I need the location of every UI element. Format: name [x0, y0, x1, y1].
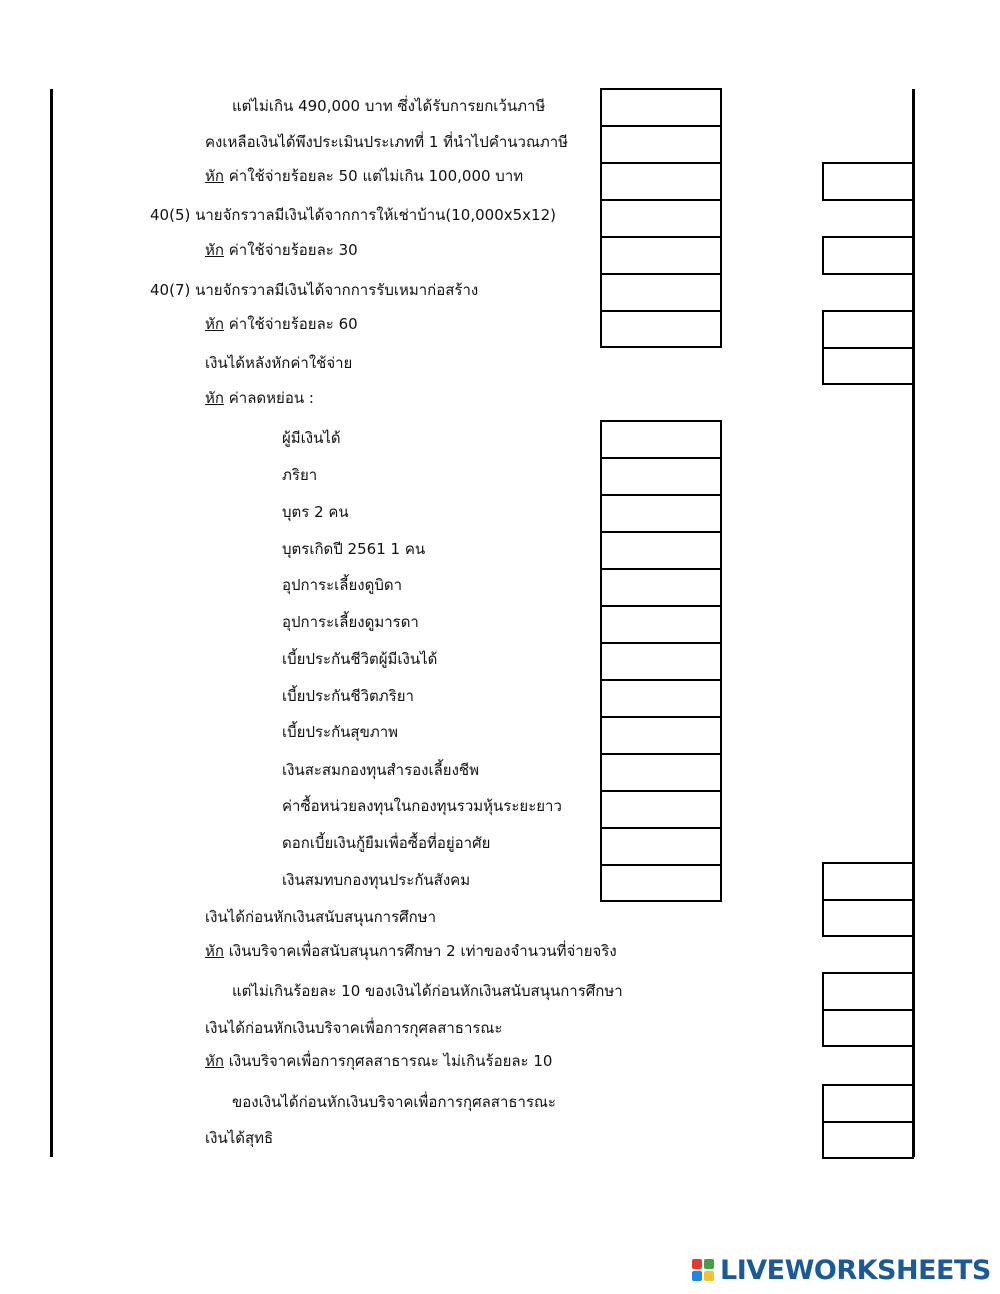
- total-box[interactable]: [822, 899, 914, 937]
- total-box[interactable]: [822, 1009, 914, 1047]
- answer-box[interactable]: [600, 125, 722, 164]
- line-mortgage-interest: ดอกเบี้ยเงินกู้ยืมเพื่อซื้อที่อยู่อาศัย: [282, 834, 491, 852]
- line-children: บุตร 2 คน: [282, 503, 349, 521]
- total-box[interactable]: [822, 1084, 914, 1123]
- line-spouse: ภริยา: [282, 466, 318, 484]
- line-exempt-limit: แต่ไม่เกิน 490,000 บาท ซึ่งได้รับการยกเว้นภาษี: [232, 97, 546, 115]
- line-income-before-charity: เงินได้ก่อนหักเงินบริจาคเพื่อการกุศลสาธารณะ: [205, 1019, 503, 1037]
- total-box[interactable]: [822, 236, 914, 275]
- line-mother-support: อุปการะเลี้ยงดูมารดา: [282, 613, 419, 631]
- answer-box[interactable]: [600, 310, 722, 348]
- line-provident-fund: เงินสะสมกองทุนสำรองเลี้ยงชีพ: [282, 761, 479, 779]
- answer-box[interactable]: [600, 864, 722, 902]
- logo-icon: [692, 1259, 714, 1281]
- line-40-5-rental: 40(5) นายจักรวาลมีเงินได้จากการให้เช่าบ้าน(10,000x5x12): [150, 206, 556, 224]
- line-education-donation-limit: แต่ไม่เกินร้อยละ 10 ของเงินได้ก่อนหักเงินสนับสนุนการศึกษา: [232, 982, 623, 1000]
- line-remaining-income: คงเหลือเงินได้พึงประเมินประเภทที่ 1 ที่นำไปคำนวณภาษี: [205, 133, 569, 151]
- answer-box[interactable]: [600, 790, 722, 829]
- line-income-after-expense: เงินได้หลังหักค่าใช้จ่าย: [205, 354, 353, 372]
- line-deduct-expense-60: หัก ค่าใช้จ่ายร้อยละ 60: [205, 315, 358, 333]
- line-deduct-expense-50: หัก ค่าใช้จ่ายร้อยละ 50 แต่ไม่เกิน 100,000 บาท: [205, 167, 524, 185]
- left-margin-line: [50, 89, 53, 1157]
- answer-box[interactable]: [600, 88, 722, 127]
- line-education-donation: หัก เงินบริจาคเพื่อสนับสนุนการศึกษา 2 เท่าของจำนวนที่จ่ายจริง: [205, 942, 617, 960]
- line-health-insurance: เบี้ยประกันสุขภาพ: [282, 723, 399, 741]
- line-deduct-allowances: หัก ค่าลดหย่อน :: [205, 389, 314, 407]
- answer-box[interactable]: [600, 531, 722, 570]
- answer-box[interactable]: [600, 199, 722, 238]
- line-income-before-education: เงินได้ก่อนหักเงินสนับสนุนการศึกษา: [205, 908, 437, 926]
- line-charity-donation: หัก เงินบริจาคเพื่อการกุศลสาธารณะ ไม่เกินร้อยละ 10: [205, 1052, 553, 1070]
- total-box[interactable]: [822, 310, 914, 349]
- line-deduct-expense-30: หัก ค่าใช้จ่ายร้อยละ 30: [205, 241, 358, 259]
- answer-box[interactable]: [600, 273, 722, 312]
- line-taxpayer: ผู้มีเงินได้: [282, 429, 341, 447]
- line-40-7-construction: 40(7) นายจักรวาลมีเงินได้จากการรับเหมาก่อสร้าง: [150, 281, 479, 299]
- total-box[interactable]: [822, 862, 914, 901]
- answer-box[interactable]: [600, 420, 722, 459]
- answer-box[interactable]: [600, 494, 722, 533]
- total-box[interactable]: [822, 347, 914, 385]
- line-child-born-2561: บุตรเกิดปี 2561 1 คน: [282, 540, 426, 558]
- answer-box[interactable]: [600, 642, 722, 681]
- line-life-insurance-spouse: เบี้ยประกันชีวิตภริยา: [282, 687, 414, 705]
- total-box[interactable]: [822, 1121, 914, 1159]
- line-life-insurance-self: เบี้ยประกันชีวิตผู้มีเงินได้: [282, 650, 438, 668]
- liveworksheets-logo: [692, 1255, 991, 1285]
- line-ltf: ค่าซื้อหน่วยลงทุนในกองทุนรวมหุ้นระยะยาว: [282, 797, 562, 815]
- answer-box[interactable]: [600, 162, 722, 201]
- line-social-security: เงินสมทบกองทุนประกันสังคม: [282, 871, 471, 889]
- answer-box[interactable]: [600, 568, 722, 607]
- line-net-income: เงินได้สุทธิ: [205, 1129, 274, 1147]
- answer-box[interactable]: [600, 753, 722, 792]
- answer-box[interactable]: [600, 236, 722, 275]
- answer-box[interactable]: [600, 679, 722, 718]
- total-box[interactable]: [822, 972, 914, 1011]
- total-box[interactable]: [822, 162, 914, 201]
- answer-box[interactable]: [600, 827, 722, 866]
- answer-box[interactable]: [600, 716, 722, 755]
- answer-box[interactable]: [600, 457, 722, 496]
- answer-box[interactable]: [600, 605, 722, 644]
- line-father-support: อุปการะเลี้ยงดูบิดา: [282, 576, 403, 594]
- logo-text: LIVEWORKSHEETS: [720, 1254, 991, 1286]
- line-charity-donation-limit: ของเงินได้ก่อนหักเงินบริจาคเพื่อการกุศลสาธารณะ: [232, 1093, 556, 1111]
